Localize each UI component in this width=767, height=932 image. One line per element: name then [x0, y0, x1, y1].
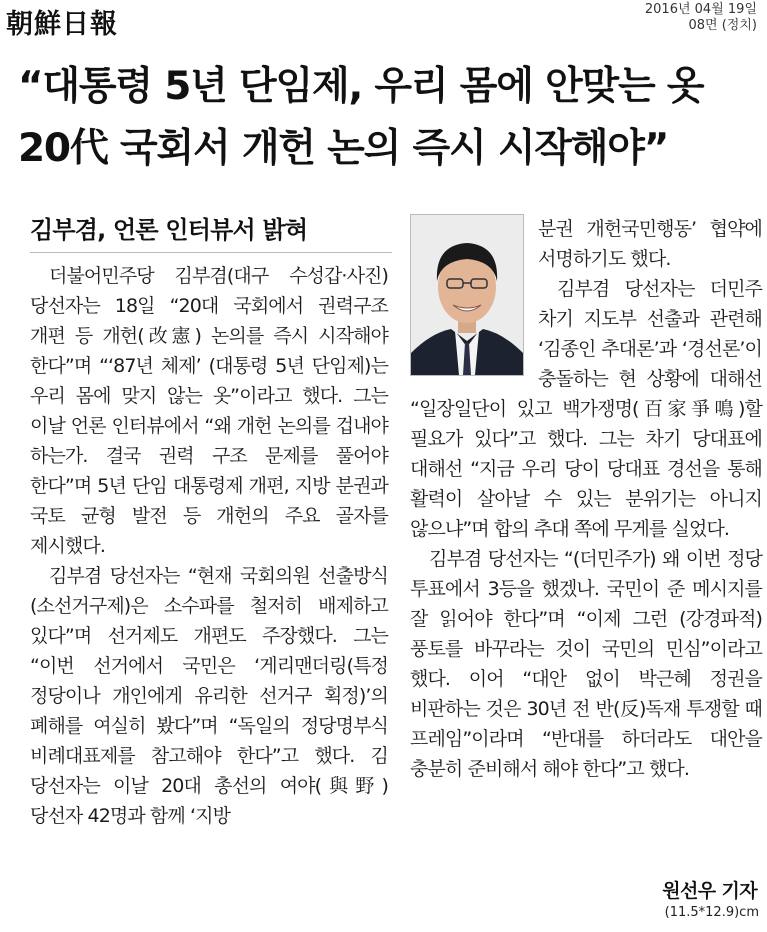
byline: 원선우 기자	[662, 880, 757, 902]
clipping-size: (11.5*12.9)cm	[664, 905, 759, 920]
issue-meta	[645, 2, 757, 34]
headline-line-1: “대통령 5년 단임제, 우리 몸에 안맞는 옷	[18, 64, 704, 109]
article-paragraph-continued: 분권 개헌국민행동’ 협약에 서명하기도 했다.	[538, 218, 762, 270]
masthead: 朝鮮日報	[6, 9, 118, 40]
headline	[18, 56, 758, 180]
subhead: 김부겸, 언론 인터뷰서 밝혀	[30, 216, 308, 244]
portrait-photo	[410, 214, 524, 376]
page-section: 08면 (정치)	[688, 18, 757, 33]
article-column-1	[30, 261, 388, 831]
article-paragraph: 김부겸 당선자는 “(더민주가) 왜 이번 정당 투표에서 3등을 했겠나. 국민이 준 메시지를 잘 읽어야 한다”며 “이제 그런 (강경파적) 풍토를 바꾸라는 것이 국민의 민심”이라고 했다. 이어 “대안 없이 박근혜 정권을 비판하는 것은 30년 전 반(反)독재 투쟁할 때 프레임”이라며 “반대를 하더라도 대안을 충분히 준비해서 해야 한다”고 했다.	[410, 548, 762, 780]
subhead-rule	[30, 252, 392, 253]
headline-line-2: 20代 국회서 개헌 논의 즉시 시작해야”	[18, 126, 669, 171]
issue-date: 2016년 04월 19일	[644, 2, 757, 17]
article-paragraph: 김부겸 당선자는 “현재 국회의원 선출방식(소선거구제)은 소수파를 철저히 배제하고 있다”며 선거제도 개편도 주장했다. 그는 “이번 선거에서 국민은 ‘게리맨더링(특정 정당이나 개인에게 유리한 선거구 획정)’의 폐해를 여실히 봤다”며 “독일의 정당명부식 비례대표제를 참고해야 한다”고 했다. 김 당선자는 이날 20대 총선의 여야(與野) 당선자 42명과 함께 ‘지방	[30, 565, 388, 827]
article-paragraph: 김부겸 당선자는 더민주 차기 지도부 선출과 관련해 ‘김종인 추대론’과 ‘경선론’이 충돌하는 현 상황에 대해선 “일장일단이 있고 백가쟁명(百家爭鳴)할 필요가 있다”고 했다. 그는 차기 당대표에 대해선 “지금 우리 당이 당대표 경선을 통해 활력이 살아날 수 있는 분위기는 아니지 않으냐”며 합의 추대 쪽에 무게를 실었다.	[410, 278, 762, 540]
article-column-2	[410, 214, 762, 784]
article-paragraph: 더불어민주당 김부겸(대구 수성갑·사진) 당선자는 18일 “20대 국회에서 권력구조 개편 등 개헌(改憲) 논의를 즉시 시작해야 한다”며 “‘87년 체제’ (대통령 5년 단임제)는 우리 몸에 맞지 않는 옷”이라고 했다. 그는 이날 언론 인터뷰에서 “왜 개헌 논의를 겁내야 하는가. 결국 권력 구조 문제를 풀어야 한다”며 5년 단임 대통령제 개편, 지방 분권과 국토 균형 발전 등 개헌의 주요 골자를 제시했다.	[30, 265, 388, 557]
portrait-figure	[411, 215, 523, 375]
